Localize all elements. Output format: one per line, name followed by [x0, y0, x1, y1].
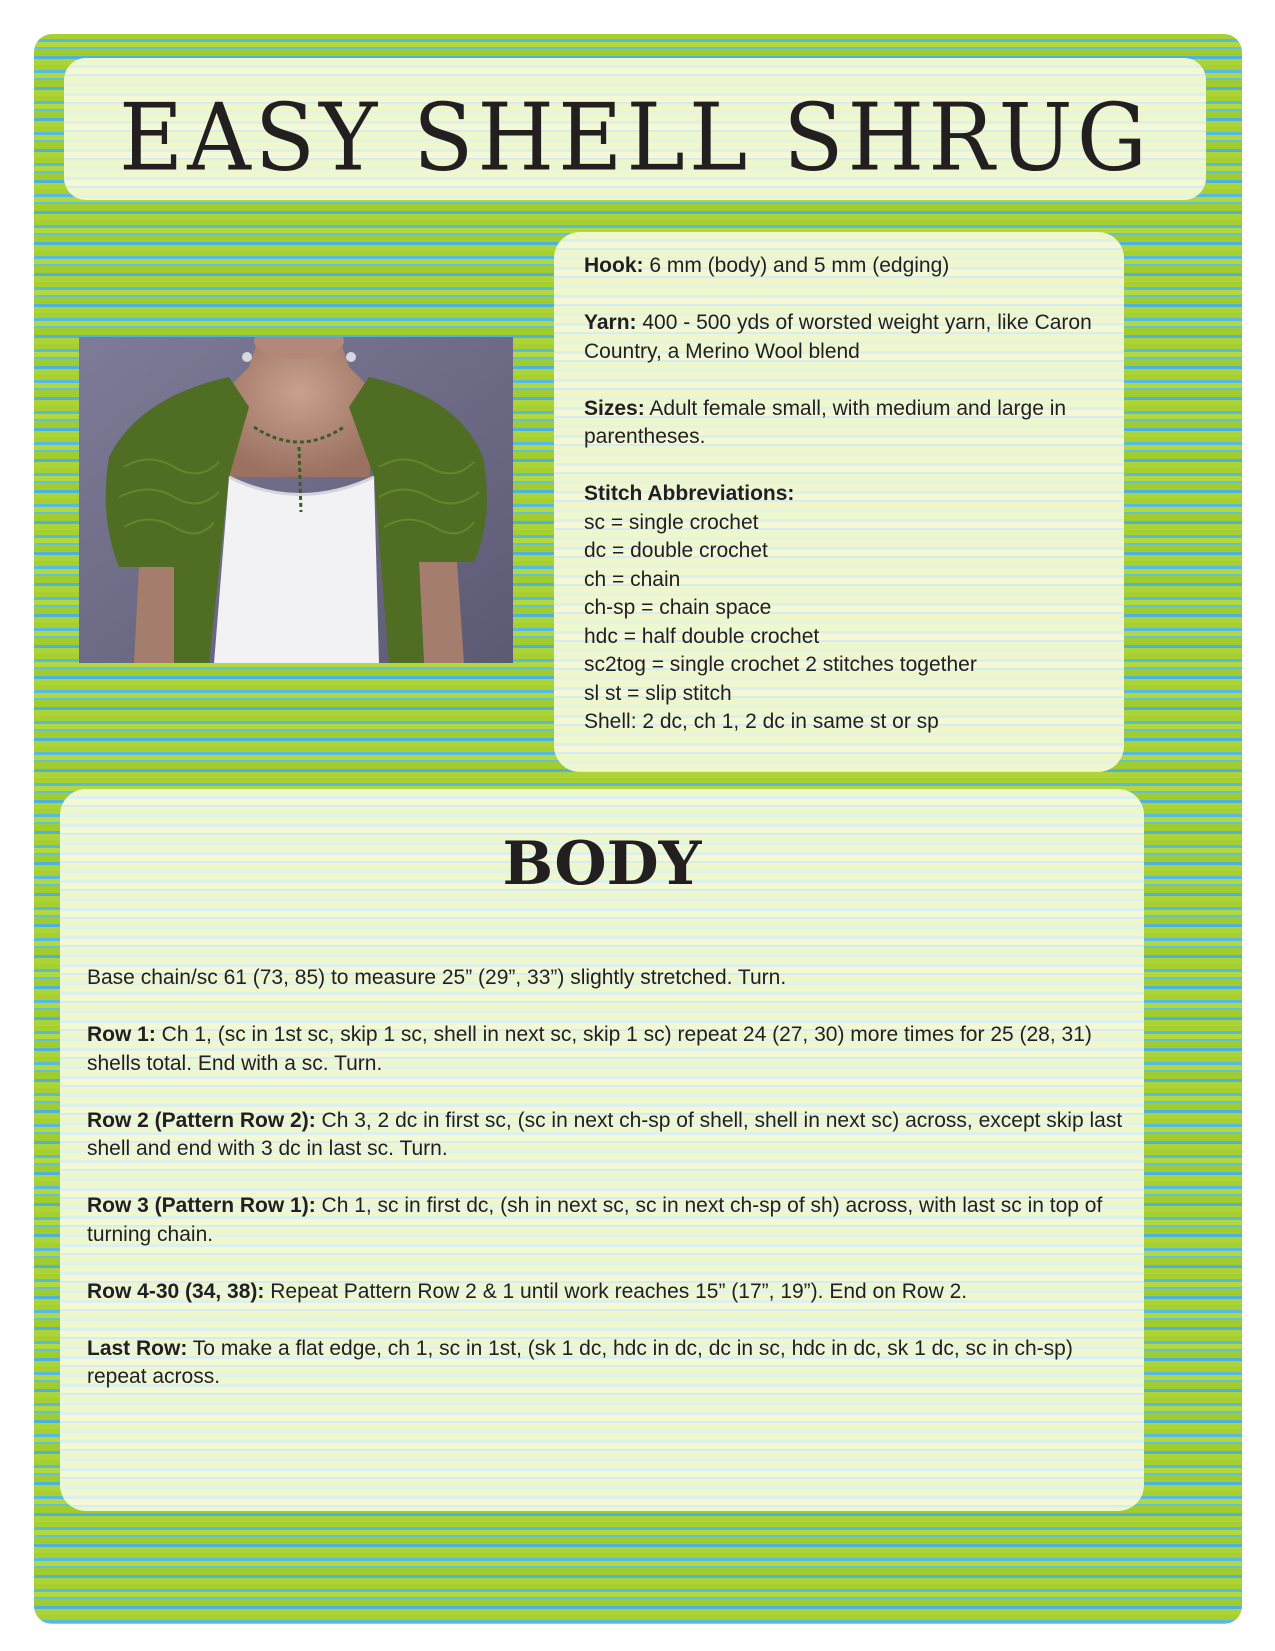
- row-label: Row 4-30 (34, 38):: [87, 1279, 265, 1303]
- yarn-spec: [584, 309, 1104, 366]
- hook-label: Hook:: [584, 254, 644, 277]
- abbreviation-item: hdc = half double crochet: [584, 624, 820, 648]
- base-chain-instruction: Base chain/sc 61 (73, 85) to measure 25” (29”, 33”) slightly stretched. Turn.: [87, 966, 787, 989]
- body-heading: BODY: [502, 829, 702, 899]
- abbreviation-item: dc = double crochet: [584, 539, 768, 562]
- row-text: To make a flat edge, ch 1, sc in 1st, (sk 1 dc, hdc in dc, dc in sc, hdc in dc, sk 1 dc, sc in ch-sp) repeat across.: [87, 1336, 1073, 1388]
- row-text: Ch 1, sc in first dc, (sh in next sc, sc in next ch-sp of sh) across, with last sc in top of turning chain.: [87, 1194, 1103, 1246]
- sizes-spec: [584, 395, 1104, 452]
- title-banner: [64, 58, 1206, 200]
- row-instruction: [87, 1192, 1127, 1249]
- abbreviation-item: sl st = slip stitch: [584, 681, 732, 705]
- abbreviations-heading: Stitch Abbreviations:: [584, 482, 795, 505]
- body-instructions-panel: [60, 789, 1144, 1511]
- hook-spec: [584, 252, 1104, 281]
- row-text: Repeat Pattern Row 2 & 1 until work reaches 15” (17”, 19”). End on Row 2.: [264, 1279, 968, 1303]
- page-background: [34, 34, 1242, 1624]
- materials-info: [584, 252, 1104, 737]
- body-instructions: [87, 964, 1127, 1420]
- abbreviation-item: sc = single crochet: [584, 510, 759, 534]
- row-label: Row 2 (Pattern Row 2):: [87, 1108, 316, 1132]
- row-instruction: [87, 1021, 1127, 1078]
- abbreviation-item: ch = chain: [584, 567, 681, 591]
- row-label: Row 3 (Pattern Row 1):: [87, 1194, 316, 1217]
- sizes-label: Sizes:: [584, 396, 645, 420]
- yarn-value: 400 - 500 yds of worsted weight yarn, like Caron Country, a Merino Wool blend: [584, 311, 1092, 363]
- page-title: EASY SHELL SHRUG: [119, 83, 1151, 192]
- sizes-value: Adult female small, with medium and large in parentheses.: [584, 396, 1067, 448]
- abbreviation-item: ch-sp = chain space: [584, 596, 772, 619]
- row-label: Row 1:: [87, 1023, 156, 1046]
- row-text: Ch 3, 2 dc in first sc, (sc in next ch-sp of shell, shell in next sc) across, except skip last shell and end with 3 dc in last sc. Turn.: [87, 1108, 1123, 1160]
- hook-value: 6 mm (body) and 5 mm (edging): [643, 254, 950, 277]
- row-instruction: [87, 1278, 1127, 1307]
- shrug-photo-image: [79, 337, 513, 663]
- materials-panel: [554, 232, 1124, 772]
- shrug-photo: [79, 337, 513, 663]
- yarn-label: Yarn:: [584, 311, 637, 334]
- abbreviation-item: Shell: 2 dc, ch 1, 2 dc in same st or sp: [584, 710, 939, 733]
- row-instruction: [87, 1107, 1127, 1164]
- row-instruction: [87, 1335, 1127, 1392]
- stitch-abbreviations: [584, 480, 1104, 737]
- row-text: Ch 1, (sc in 1st sc, skip 1 sc, shell in next sc, skip 1 sc) repeat 24 (27, 30) more times for 25 (28, 31) shells total. End with a sc. Turn.: [87, 1023, 1092, 1075]
- abbreviation-item: sc2tog = single crochet 2 stitches together: [584, 653, 977, 676]
- row-label: Last Row:: [87, 1336, 188, 1360]
